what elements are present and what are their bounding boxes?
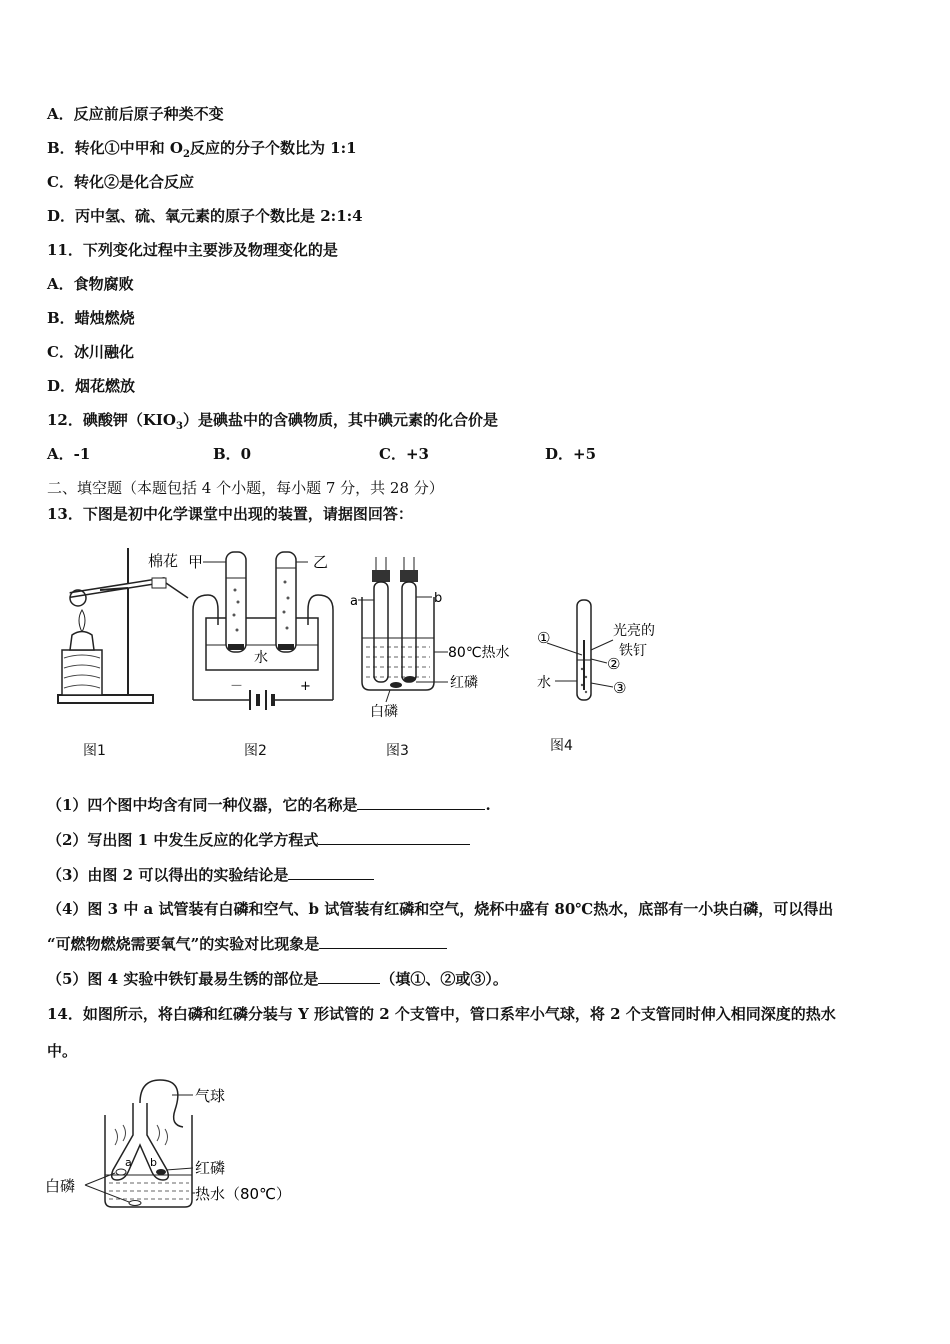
answer-blank[interactable]	[357, 795, 485, 810]
q11-option-a: A．食物腐败	[47, 275, 134, 293]
q12-option-a: A．-1	[47, 445, 91, 463]
caption-figure-1: 图1	[83, 743, 106, 759]
label-hot-water: 80℃热水	[448, 645, 510, 661]
q13-part-2: （2）写出图 1 中发生反应的化学方程式	[47, 829, 470, 850]
q12-options	[47, 443, 711, 464]
label-b: b	[434, 591, 443, 606]
q12-stem: 12．碘酸钾$(KIO_3)$是碘盐中的含碘物质，其中碘元素的化合价是	[47, 411, 498, 432]
label-balloon: 气球	[195, 1087, 226, 1105]
label-a: a	[350, 594, 358, 609]
q12-option-b: B．0	[213, 445, 252, 463]
figure-q14-diagram	[45, 1075, 305, 1215]
label-red-phosphorus-q14: 红磷	[195, 1159, 226, 1177]
answer-blank[interactable]	[319, 934, 447, 949]
label-yi: 乙	[313, 553, 329, 571]
q10-option-d: D．丙中氢、硫、氧元素的原子个数比是 2:1:4	[47, 207, 363, 225]
q13-part-1: （1）四个图中均含有同一种仪器，它的名称是 .	[47, 796, 491, 814]
q13-part-4-line1: （4）图 3 中 a 试管装有白磷和空气、b 试管装有红磷和空气，烧杯中盛有 80℃热水，底部有一小块白磷，可以得出	[47, 900, 834, 918]
label-red-phosphorus: 红磷	[450, 675, 478, 691]
label-plus: +	[300, 679, 311, 694]
label-water: 水	[254, 650, 268, 666]
q11-stem: 11．下列变化过程中主要涉及物理变化的是	[47, 241, 338, 259]
q11-option-b: B．蜡烛燃烧	[47, 309, 135, 327]
label-white-phosphorus-q14: 白磷	[45, 1177, 76, 1195]
q13-part-5: （5）图 4 实验中铁钉最易生锈的部位是 （填①、②或③）。	[47, 970, 508, 988]
q10-option-a: A．反应前后原子种类不变	[47, 105, 224, 123]
q12-option-d: D．+5	[545, 445, 597, 463]
label-iron-nail: 铁钉	[619, 643, 647, 659]
caption-figure-4: 图4	[550, 738, 573, 754]
label-water-4: 水	[537, 675, 551, 691]
label-white-phosphorus: 白磷	[370, 704, 398, 720]
q10-option-c: C．转化②是化合反应	[47, 173, 194, 191]
q11-option-c: C．冰川融化	[47, 343, 134, 361]
q10-option-b: B．转化①中甲和 $O_2$反应的分子个数比为 1:1	[47, 139, 357, 160]
q14-stem-line2: 中。	[47, 1042, 78, 1060]
label-a-q14: a	[125, 1156, 132, 1169]
answer-blank[interactable]	[318, 830, 470, 845]
mark-1: ①	[537, 629, 551, 647]
q11-option-d: D．烟花燃放	[47, 377, 136, 395]
q13-part-3: （3）由图 2 可以得出的实验结论是	[47, 864, 374, 885]
q12-option-c: C．+3	[379, 445, 429, 463]
answer-blank[interactable]	[288, 865, 374, 880]
section-heading: 二、填空题（本题包括 4 个小题，每小题 7 分，共 28 分）	[47, 479, 444, 497]
label-jia: 甲	[188, 553, 204, 571]
caption-figure-2: 图2	[244, 743, 267, 759]
figure-4-diagram	[535, 595, 685, 710]
q14-stem-line1: 14．如图所示，将白磷和红磷分装与 Y 形试管的 2 个支管中，管口系牢小气球，将 2 个支管同时伸入相同深度的热水	[47, 1005, 836, 1023]
label-cotton: 棉花	[148, 552, 179, 570]
answer-blank[interactable]	[318, 969, 380, 984]
caption-figure-3: 图3	[386, 743, 409, 759]
figure-1-diagram	[50, 540, 190, 710]
label-shiny: 光亮的	[613, 623, 655, 639]
figure-2-diagram	[188, 540, 338, 720]
q13-part-4-line2: “可燃物燃烧需要氧气”的实验对比现象是	[47, 933, 447, 954]
label-hot-water-q14: 热水（80℃）	[195, 1185, 291, 1203]
label-minus: －	[230, 679, 244, 694]
q13-stem: 13．下图是初中化学课堂中出现的装置，请据图回答：	[47, 505, 413, 523]
label-b-q14: b	[150, 1156, 157, 1169]
mark-2: ②	[607, 655, 621, 673]
figure-3-diagram	[348, 552, 528, 727]
mark-3: ③	[613, 679, 627, 697]
